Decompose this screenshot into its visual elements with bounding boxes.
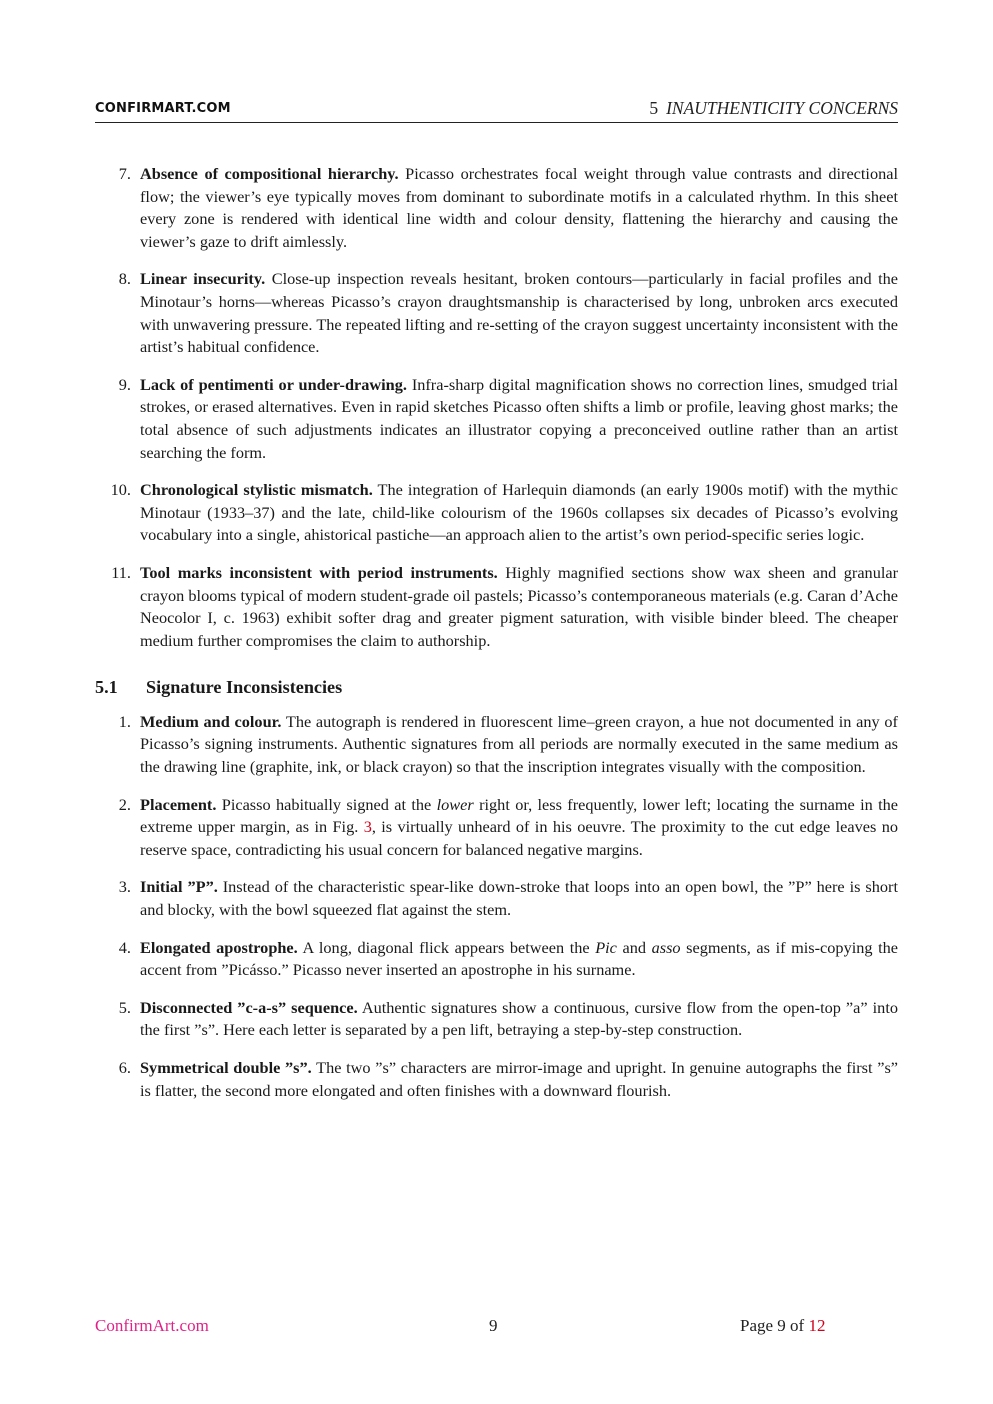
list-item bbox=[95, 794, 898, 862]
item-number: 6. bbox=[118, 1058, 131, 1077]
item-number: 11. bbox=[111, 562, 131, 582]
item-number: 5. bbox=[118, 997, 131, 1017]
item-text: Authentic signatures show a continuous, cursive flow from the open-top ”a” into the first ”s”. Here each letter is separated by a pen lift, betraying a step-by-step construction. bbox=[140, 997, 898, 1040]
confirmart-logo: CONFIRMART.COM bbox=[95, 101, 231, 116]
page-total-link[interactable]: 12 bbox=[808, 1316, 826, 1335]
running-section-title: INAUTHENTICITY CONCERNS bbox=[666, 98, 898, 118]
section-number: 5.1 bbox=[95, 677, 118, 698]
item-title: Lack of pentimenti or under-drawing. bbox=[140, 374, 407, 394]
item-number: 1. bbox=[118, 711, 131, 731]
list-item bbox=[95, 479, 898, 547]
page-footer bbox=[95, 1316, 898, 1340]
item-text: , is virtually unheard of in his oeuvre. The proximity to the cut edge leaves no reserve space, contradicting his usual concern for balanced negative margins. bbox=[140, 817, 898, 859]
italic-text: lower bbox=[436, 794, 474, 814]
page-of-label: Page 9 of bbox=[740, 1316, 805, 1335]
item-text: Picasso habitually signed at the bbox=[221, 794, 432, 814]
item-title: Medium and colour. bbox=[140, 711, 282, 731]
item-title: Elongated apostrophe. bbox=[140, 937, 298, 957]
list-item bbox=[95, 374, 898, 464]
italic-text: Pic bbox=[595, 937, 617, 957]
item-title: Tool marks inconsistent with period instruments. bbox=[140, 562, 498, 582]
item-title: Initial ”P”. bbox=[140, 877, 218, 897]
item-title: Linear insecurity. bbox=[140, 269, 266, 289]
item-number: 3. bbox=[118, 877, 131, 897]
footer-site-link[interactable]: ConfirmArt.com bbox=[95, 1316, 209, 1335]
item-title: Placement. bbox=[140, 794, 217, 814]
item-title: Chronological stylistic mismatch. bbox=[140, 480, 373, 500]
list-item bbox=[95, 163, 898, 253]
item-text: Highly magnified sections show wax sheen and granular crayon blooms typical of modern student-grade oil pastels; Picasso’s contemporaneous materials (e.g. Caran d’Ache Neocolor I, c. 1963) exhibit softer drag and greater pigment saturation, with visible binder bleed. The cheaper medium further compromises the claim to authorship. bbox=[140, 562, 899, 650]
item-number: 9. bbox=[118, 374, 131, 394]
item-text: A long, diagonal flick appears between the bbox=[302, 937, 590, 957]
concerns-list bbox=[95, 163, 898, 652]
running-section-number: 5 bbox=[649, 98, 659, 118]
item-text: Infra-sharp digital magnification shows no correction lines, smudged trial strokes, or erased alternatives. Even in rapid sketches Picasso often shifts a limb or profile, leaving ghost marks; the total absence of such adjustments indicates an illustrator copying a preconceived outline rather than an artist searching the form. bbox=[140, 374, 899, 462]
list-item bbox=[95, 711, 898, 779]
item-title: Disconnected ”c-a-s” sequence. bbox=[140, 997, 358, 1017]
item-number: 10. bbox=[110, 480, 131, 500]
item-text: Close-up inspection reveals hesitant, broken contours—particularly in facial profiles and the Minotaur’s horns—whereas Picasso’s crayon draughtsmanship is characterised by long, unbroken arcs executed with unwavering pressure. The repeated lifting and re-setting of the crayon suggest uncertainty inconsistent with the artist’s habitual confidence. bbox=[140, 269, 898, 357]
item-number: 7. bbox=[118, 164, 131, 183]
item-number: 2. bbox=[118, 794, 131, 814]
main-content bbox=[95, 163, 898, 1117]
list-item bbox=[95, 876, 898, 921]
list-item bbox=[95, 562, 898, 652]
item-text: and bbox=[622, 937, 647, 957]
section-heading bbox=[95, 676, 898, 699]
list-item bbox=[95, 1057, 898, 1102]
item-text: Picasso orchestrates focal weight through value contrasts and directional flow; the viewer’s eye typically moves from dominant to subordinate motifs in a calculated rhythm. In this sheet every zone is rendered with identical line width and colour density, flattening the hierarchy and causing the viewer’s gaze to drift aimlessly. bbox=[140, 164, 898, 251]
italic-text: asso bbox=[651, 937, 681, 957]
item-title: Absence of compositional hierarchy. bbox=[140, 164, 399, 183]
list-item bbox=[95, 268, 898, 358]
item-text: The two ”s” characters are mirror-image and upright. In genuine autographs the first ”s” is flatter, the second more elongated and often finishes with a downward flourish. bbox=[140, 1058, 898, 1100]
footer-page-of bbox=[740, 1316, 825, 1336]
item-text: Instead of the characteristic spear-like down-stroke that loops into an open bowl, the ”P” here is short and blocky, with the bowl squeezed flat against the stem. bbox=[140, 877, 898, 920]
item-title: Symmetrical double ”s”. bbox=[140, 1058, 312, 1077]
item-number: 8. bbox=[118, 269, 131, 289]
running-header bbox=[649, 98, 898, 119]
footer-page-number: 9 bbox=[489, 1316, 498, 1335]
item-text: The autograph is rendered in fluorescent lime–green crayon, a hue not documented in any of Picasso’s signing instruments. Authentic signatures from all periods are normally executed in the same medium as the drawing line (graphite, ink, or black crayon) so that the inscription integrates visually with the composition. bbox=[140, 711, 898, 777]
list-item bbox=[95, 937, 898, 982]
section-title: Signature Inconsistencies bbox=[146, 677, 343, 698]
item-number: 4. bbox=[118, 937, 131, 957]
item-text: right or, less frequently, lower left; locating the surname in the extreme upper margin, as in Fig. bbox=[140, 794, 899, 837]
item-text: segments, as if mis-copying the accent from ”Picásso.” Picasso never inserted an apostrophe in his surname. bbox=[140, 937, 898, 980]
figure-reference-link[interactable]: 3 bbox=[363, 817, 372, 837]
item-text: The integration of Harlequin diamonds (an early 1900s motif) with the mythic Minotaur (1933–37) and the late, child-like colourism of the 1960s collapses six decades of Picasso’s evolving vocabulary into a single, ahistorical pastiche—an approach alien to the artist’s own period-specific series logic. bbox=[140, 480, 898, 545]
signature-list bbox=[95, 711, 898, 1102]
page-header bbox=[95, 98, 898, 123]
list-item bbox=[95, 997, 898, 1042]
